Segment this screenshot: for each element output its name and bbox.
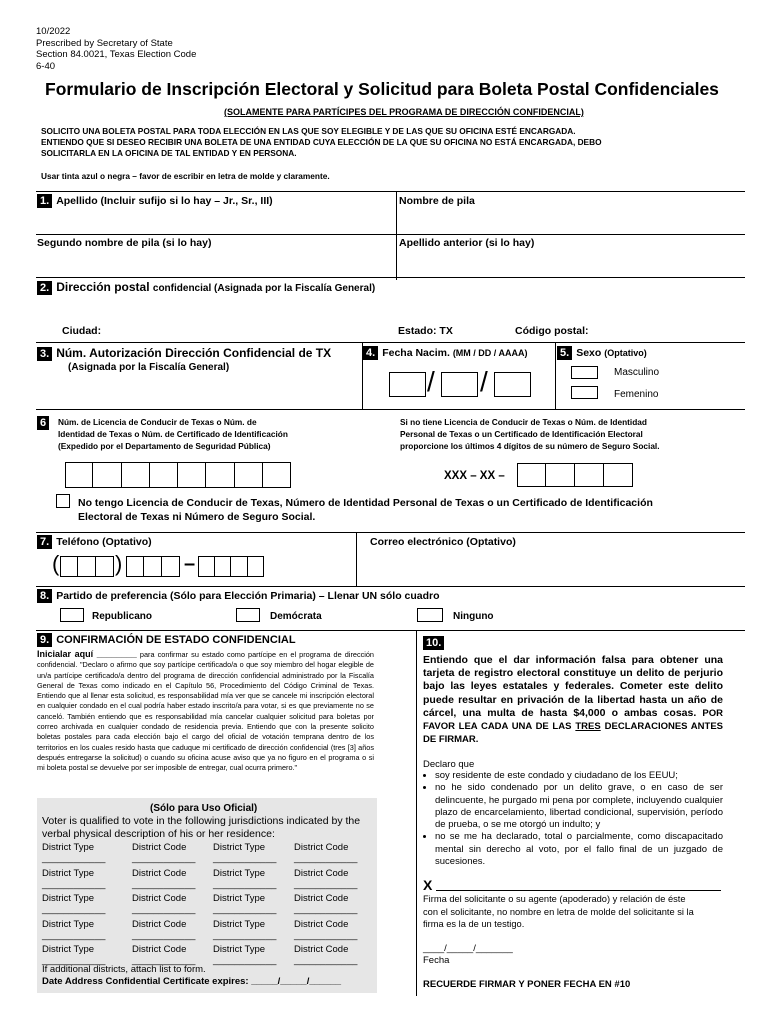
ink-instruction: Usar tinta azul o negra – favor de escribir en letra de molde y claramente. bbox=[41, 171, 330, 181]
zip-label: Código postal: bbox=[515, 325, 589, 337]
republican-checkbox[interactable] bbox=[60, 608, 84, 622]
page-title: Formulario de Inscripción Electoral y Solicitud para Boleta Postal Confidenciales bbox=[45, 79, 719, 99]
ssn-label: Si no tiene Licencia de Conducir de Texas o Núm. de Identidad Personal de Texas o un Certificado de Identificación Electoral proporcione los últimos 4 dígitos de su número de Seguro Social. bbox=[400, 417, 660, 451]
intro-p2: ENTIENDO QUE SI DESEO RECIBIR UNA BOLETA DE UNA ENTIDAD CUYA ELECCIÓN DE LA QUE SU OFICINA NO ESTÁ ENCARGADA, DEBO bbox=[41, 137, 602, 147]
none-party-label: Ninguno bbox=[453, 611, 494, 622]
dob-sep-1: / bbox=[427, 366, 435, 397]
section-5-number: 5. bbox=[557, 346, 572, 360]
male-checkbox[interactable] bbox=[571, 366, 598, 379]
declarations-list bbox=[423, 770, 723, 868]
dob-sep-2: / bbox=[480, 366, 488, 397]
none-party-checkbox[interactable] bbox=[417, 608, 443, 622]
male-label: Masculino bbox=[614, 367, 660, 378]
email-field[interactable] bbox=[370, 556, 740, 578]
declaration-felony: • no he sido condenado por un delito grave, o en caso de ser delincuente, he purgado mi pena por complete, incluyendo cualquier plazo de encarcelamiento, libertad condicional, supervisión, período de prueba, o se me otorgó un indulto; y bbox=[435, 782, 723, 831]
first-name-label: Nombre de pila bbox=[399, 195, 475, 207]
mailing-address-field[interactable] bbox=[40, 298, 740, 318]
first-name-field[interactable] bbox=[400, 212, 740, 232]
section-2-number: 2. bbox=[37, 281, 52, 295]
date-label: Fecha bbox=[423, 955, 450, 966]
confidential-status-text: Inicialar aquí ________ para confirmar su estado como partícipe en el programa de dirección confidencial. "Declaro o afirmo que soy partícipe certificado/a o que soy miembro del hogar elegible de un/a partícipe certificado/a dentro del programa de dirección confidencial administrado por la Fiscalía General de Texas como indicado en el Capítulo 56, Procedimiento del Código Criminal de Texas. Entiendo que al llenar esta solicitud, es responsabilidad mía ver que se cancele mi inscripción electoral en cualquier condado en el cual podría haber estado inscrito/a para votar, si es que previamente no se canceló. También entiendo que es responsabilidad mía cancelar cualquier solicitud para boletas por correo archivada en cualquier condado de residencia previa. Entiendo que con la presente solicito boletas postales para cada elección bajo el cargo del oficial de votación temprana dentro de los territorios en los cuales resido hasta que caduque mi certificado de dirección confidencial (tres [3] años después entregarse la solicitud) o cuando su oficina acuse aviso que ya no figuro en el programa o si mi boleta postal se devuelve por ser imposible de entregar, cual ocurra primero." bbox=[37, 649, 374, 773]
intro-p3: SOLICITARLA EN LA OFICINA DE TAL ENTIDAD Y EN PERSONA. bbox=[41, 148, 297, 158]
declaration-mental: • no se me ha declarado, total o parcialmente, como discapacitado mental sin derecho al voto, por el fallo final de un juzgado de sucesiones. bbox=[435, 831, 723, 868]
form-section: Section 84.0021, Texas Election Code bbox=[36, 49, 197, 60]
form-header bbox=[36, 26, 196, 72]
certificate-expiration: Date Address Confidential Certificate expires: _____/_____/______ bbox=[42, 976, 342, 987]
dob-year-box[interactable] bbox=[494, 372, 531, 397]
republican-label: Republicano bbox=[92, 611, 153, 622]
female-label: Femenino bbox=[614, 389, 659, 400]
female-checkbox[interactable] bbox=[571, 386, 598, 399]
phone-line-boxes[interactable] bbox=[198, 556, 264, 577]
signature-instructions: Firma del solicitante o su agente (apoderado) y relación de éste con el solicitante, no nombre en letra de molde del solicitante si la firma es la de un testigo. bbox=[423, 894, 694, 929]
phone-dash: – bbox=[184, 553, 196, 575]
city-label: Ciudad: bbox=[62, 325, 102, 337]
party-label: 8. Partido de preferencia (Sólo para Elección Primaria) – Llenar UN sólo cuadro bbox=[37, 589, 440, 603]
declaro-que: Declaro que bbox=[423, 759, 475, 770]
sex-label: 5. Sexo (Optativo) bbox=[557, 346, 647, 360]
page-subtitle: (SOLAMENTE PARA PARTÍCIPES DEL PROGRAMA DE DIRECCIÓN CONFIDENCIAL) bbox=[224, 107, 584, 117]
form-number: 6-40 bbox=[36, 60, 56, 72]
confidential-status-label: 9. CONFIRMACIÓN DE ESTADO CONFIDENCIAL bbox=[37, 633, 296, 647]
official-use-title: (Sólo para Uso Oficial) bbox=[150, 803, 258, 814]
section-3-number: 3. bbox=[37, 347, 52, 361]
section-7-number: 7. bbox=[37, 535, 52, 549]
phone-prefix-boxes[interactable] bbox=[126, 556, 180, 577]
dob-month-box[interactable] bbox=[389, 372, 426, 397]
middle-name-field[interactable] bbox=[40, 254, 392, 274]
intro-text bbox=[41, 126, 741, 159]
intro-p1: SOLICITO UNA BOLETA POSTAL PARA TODA ELECCIÓN EN LAS QUE SOY ELEGIBLE Y DE LAS QUE SU OFICINA ESTÉ ENCARGADA. bbox=[41, 126, 576, 136]
signature-x: X bbox=[423, 877, 433, 893]
dob-day-box[interactable] bbox=[441, 372, 478, 397]
former-name-label: Apellido anterior (si lo hay) bbox=[399, 237, 535, 249]
section-10-number: 10. bbox=[423, 633, 448, 651]
section-8-number: 8. bbox=[37, 589, 52, 603]
initial-here[interactable]: Inicialar aquí ________ bbox=[37, 649, 137, 659]
remember-note: RECUERDE FIRMAR Y PONER FECHA EN #10 bbox=[423, 979, 631, 990]
former-name-field[interactable] bbox=[400, 254, 740, 274]
last-name-label: 1. Apellido (Incluir sufijo si lo hay – Jr., Sr., III) bbox=[37, 194, 273, 208]
additional-districts-note: If additional districts, attach list to form. bbox=[42, 964, 206, 975]
dl-number-boxes[interactable] bbox=[65, 462, 291, 488]
no-id-checkbox[interactable] bbox=[56, 494, 70, 508]
official-use-desc: Voter is qualified to vote in the following jurisdictions indicated by the verbal physical description of his or her residence: bbox=[42, 815, 361, 840]
ssn-mask: XXX – XX – bbox=[444, 470, 505, 482]
dl-label: Núm. de Licencia de Conducir de Texas o Núm. de Identidad de Texas o Núm. de Certificado de Identificación (Expedido por el Departamento de Seguridad Pública) bbox=[58, 417, 288, 451]
phone-open-paren: ( bbox=[52, 551, 60, 576]
dob-label: 4. Fecha Nacim. (MM / DD / AAAA) bbox=[363, 346, 527, 360]
section-9-number: 9. bbox=[37, 633, 52, 647]
democrat-label: Demócrata bbox=[270, 611, 322, 622]
middle-name-label: Segundo nombre de pila (si lo hay) bbox=[37, 237, 212, 249]
tx-auth-label: 3. Núm. Autorización Dirección Confidencial de TX bbox=[37, 346, 331, 361]
email-label: Correo electrónico (Optativo) bbox=[370, 536, 516, 548]
phone-label: 7. Teléfono (Optativo) bbox=[37, 535, 152, 549]
signature-line[interactable] bbox=[436, 890, 721, 891]
democrat-checkbox[interactable] bbox=[236, 608, 260, 622]
mailing-address-label: 2. Dirección postal confidencial (Asignada por la Fiscalía General) bbox=[37, 280, 375, 295]
declaration-residency: • soy residente de este condado y ciudadano de los EEUU; bbox=[435, 770, 723, 782]
perjury-warning: Entiendo que el dar información falsa para obtener una tarjeta de registro electoral constituye un delito de perjurio bajo las leyes estatales y federales. Cometer este delito puede resultar en privación de la libertad hasta un año de cárcel, una multa de hasta $4,000 o ambas cosas. POR FAVOR LEA CADA UNA DE LAS TRES DECLARACIONES ANTES DE FIRMAR. bbox=[423, 654, 723, 746]
no-id-label: No tengo Licencia de Conducir de Texas, Número de Identidad Personal de Texas o un Certificado de Identificación Electoral de Texas ni Número de Seguro Social. bbox=[78, 497, 653, 523]
tx-auth-note: (Asignada por la Fiscalía General) bbox=[68, 362, 230, 373]
section-6-number: 6 bbox=[37, 413, 53, 431]
form-prescribed: Prescribed by Secretary of State bbox=[36, 37, 173, 49]
last-name-field[interactable] bbox=[40, 212, 392, 232]
form-date: 10/2022 bbox=[36, 26, 71, 37]
date-field[interactable]: ____/_____/_______ bbox=[423, 943, 513, 954]
phone-close-paren: ) bbox=[115, 551, 123, 576]
section-4-number: 4. bbox=[363, 346, 378, 360]
phone-area-boxes[interactable] bbox=[60, 556, 114, 577]
ssn-last4-boxes[interactable] bbox=[517, 463, 633, 487]
state-label: Estado: TX bbox=[398, 325, 453, 337]
section-1-number: 1. bbox=[37, 194, 52, 208]
tx-auth-field[interactable] bbox=[40, 380, 358, 406]
